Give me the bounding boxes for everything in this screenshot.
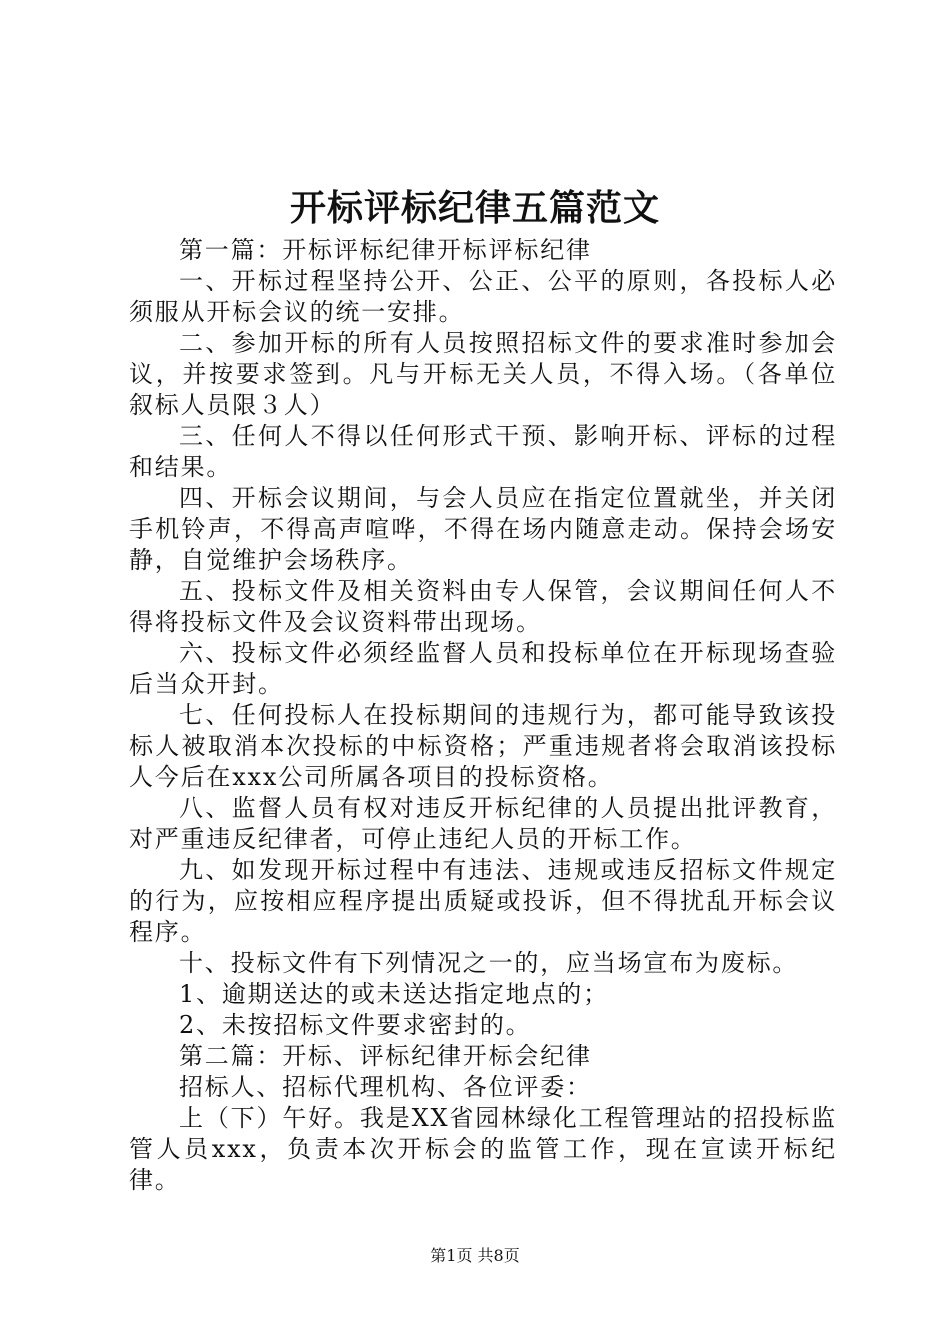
paragraph-3: 二、参加开标的所有人员按照招标文件的要求准时参加会议，并按要求签到。凡与开标无关人员，不得入场。（各单位叙标人员限３人） [129, 329, 837, 419]
page-footer: 第1页 共8页 [430, 1246, 520, 1265]
document-title: 开标评标纪律五篇范文 [289, 187, 660, 229]
paragraph-9: 八、监督人员有权对违反开标纪律的人员提出批评教育，对严重违反纪律者，可停止违纪人员的开标工作。 [129, 794, 837, 853]
paragraph-4: 三、任何人不得以任何形式干预、影响开标、评标的过程和结果。 [129, 422, 837, 481]
paragraph-1: 第一篇：开标评标纪律开标评标纪律 [179, 236, 592, 264]
paragraph-2: 一、开标过程坚持公开、公正、公平的原则，各投标人必须服从开标会议的统一安排。 [129, 267, 837, 326]
paragraph-15: 招标人、招标代理机构、各位评委： [179, 1073, 592, 1101]
paragraph-8: 七、任何投标人在投标期间的违规行为，都可能导致该投标人被取消本次投标的中标资格；严重违规者将会取消该投标人今后在xxx公司所属各项目的投标资格。 [129, 701, 837, 791]
paragraph-13: 2、未按招标文件要求密封的。 [179, 1011, 532, 1039]
paragraph-10: 九、如发现开标过程中有违法、违规或违反招标文件规定的行为，应按相应程序提出质疑或投诉，但不得扰乱开标会议程序。 [129, 856, 837, 946]
paragraph-7: 六、投标文件必须经监督人员和投标单位在开标现场查验后当众开封。 [129, 639, 837, 698]
paragraph-14: 第二篇：开标、评标纪律开标会纪律 [179, 1042, 592, 1070]
paragraph-12: 1、逾期送达的或未送达指定地点的； [179, 980, 609, 1008]
paragraph-11: 十、投标文件有下列情况之一的，应当场宣布为废标。 [179, 949, 799, 977]
paragraph-16: 上（下）午好。我是XX省园林绿化工程管理站的招投标监管人员xxx，负责本次开标会的监管工作，现在宣读开标纪律。 [129, 1104, 837, 1194]
paragraph-6: 五、投标文件及相关资料由专人保管，会议期间任何人不得将投标文件及会议资料带出现场。 [129, 577, 837, 636]
document-body [129, 235, 837, 1196]
paragraph-5: 四、开标会议期间，与会人员应在指定位置就坐，并关闭手机铃声，不得高声喧哗，不得在场内随意走动。保持会场安静，自觉维护会场秩序。 [129, 484, 837, 574]
